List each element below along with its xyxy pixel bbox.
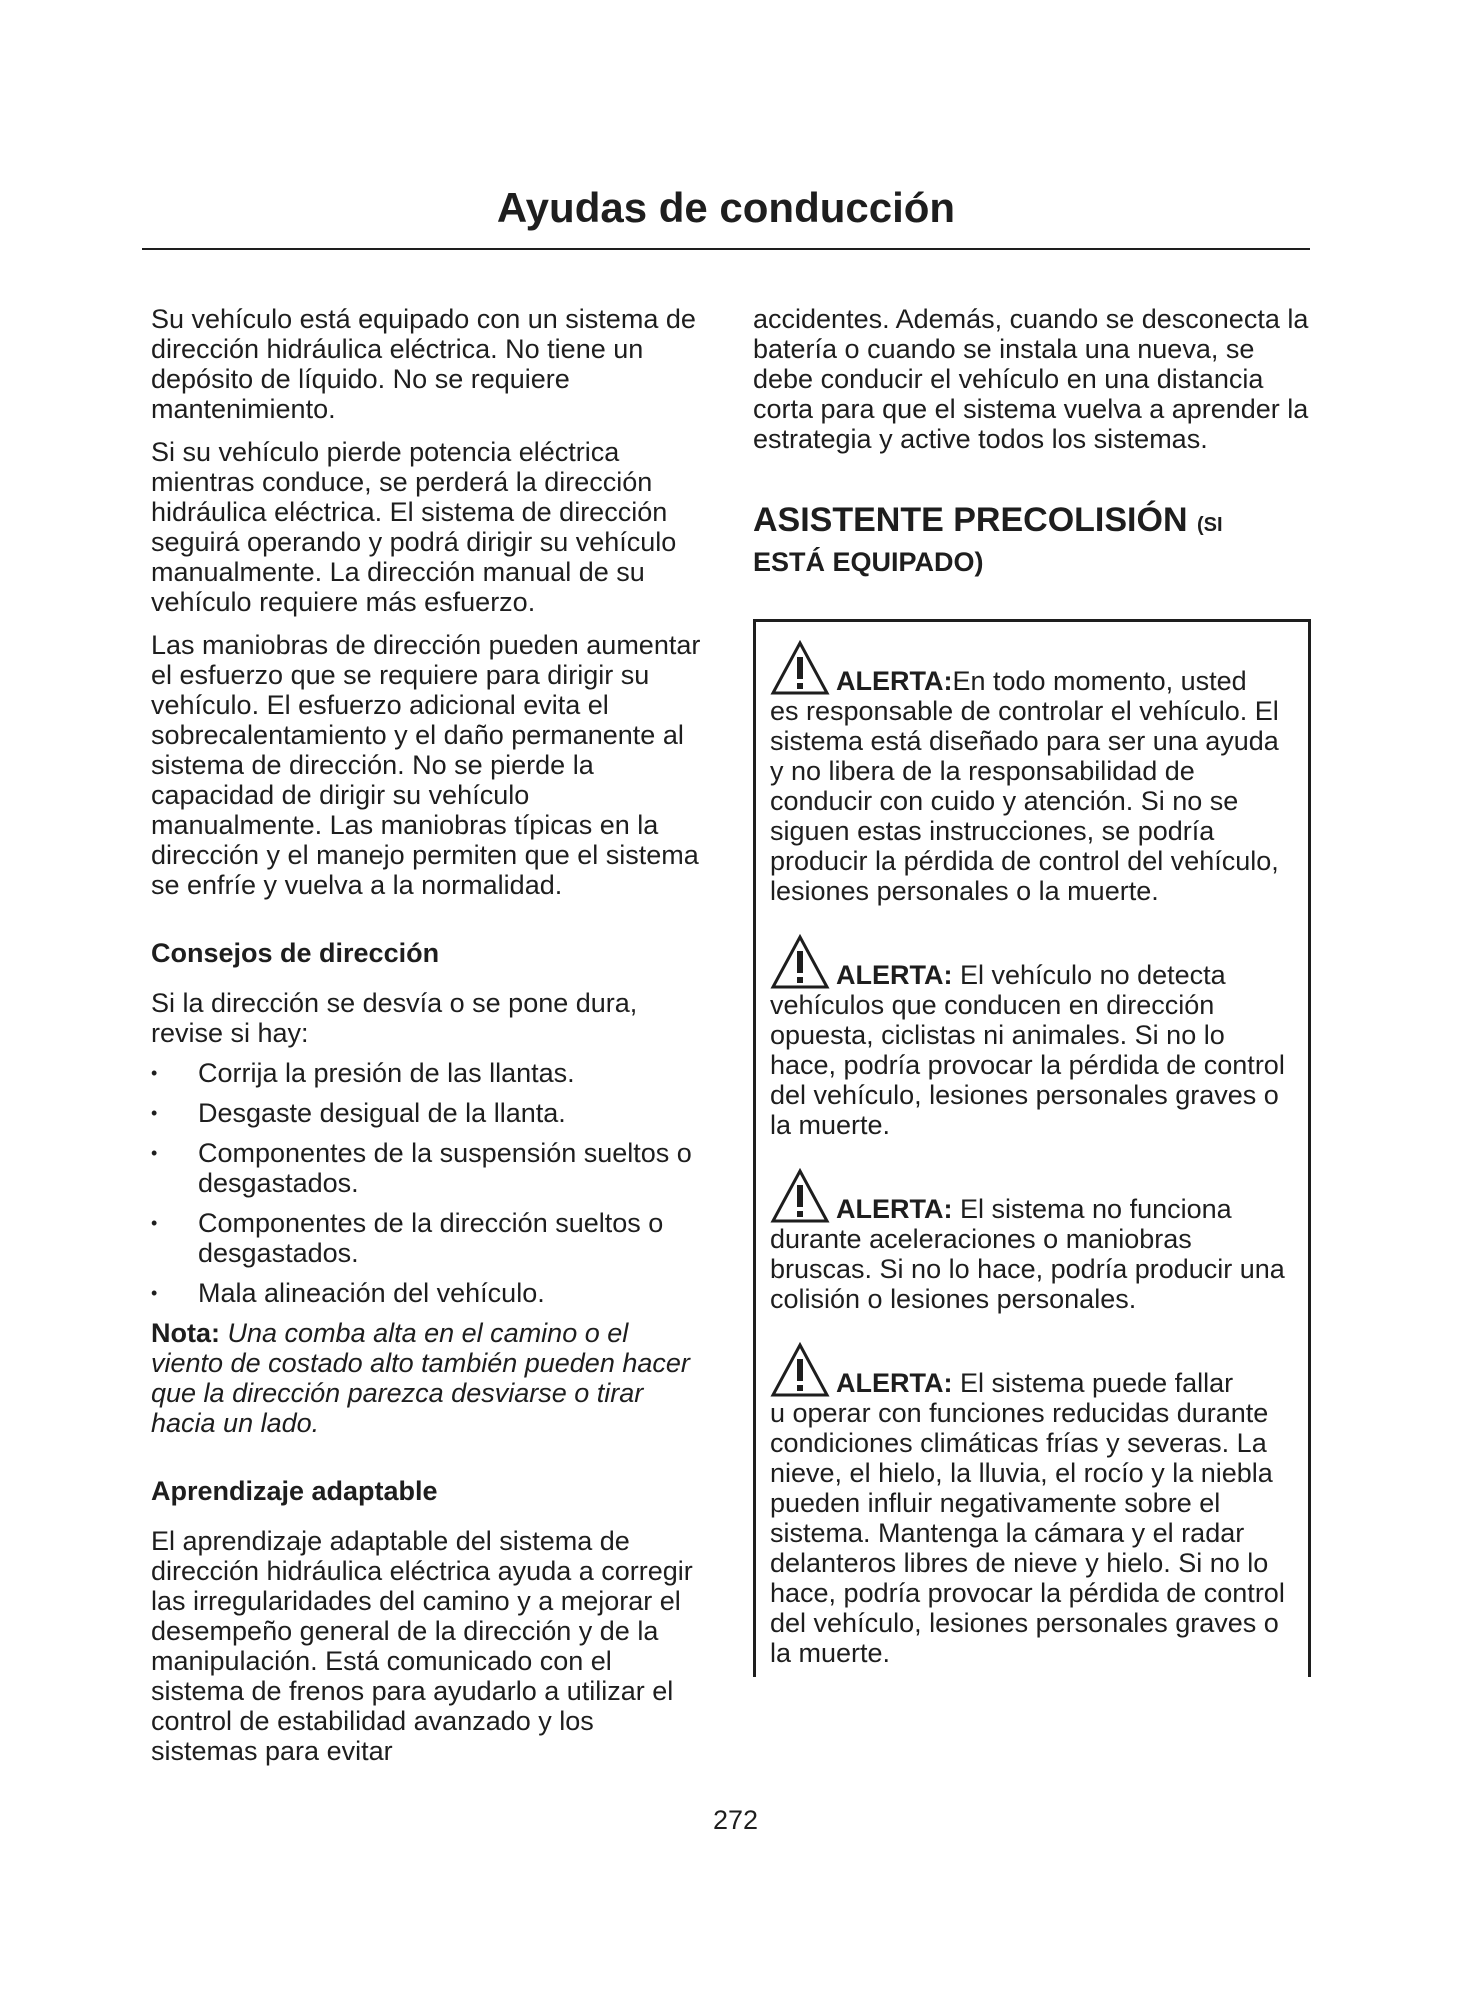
- right-column: [753, 304, 1311, 1677]
- alert-first-line: El sistema no funciona: [960, 1194, 1232, 1224]
- list-item: • Corrija la presión de las llantas.: [151, 1058, 706, 1088]
- paragraph-power-steering: Su vehículo está equipado con un sistema de dirección hidráulica eléctrica. No tiene un depósito de líquido. No se requiere mantenimiento.: [151, 304, 696, 424]
- alert-label: ALERTA:: [836, 1194, 953, 1224]
- alert-first-line: En todo momento, usted: [952, 666, 1247, 696]
- alert-label: ALERTA:: [836, 960, 953, 990]
- alert-body: u operar con funciones reducidas durante condiciones climáticas frías y severas. La nieve, el hielo, la lluvia, el rocío y la niebla pueden influir negativamente sobre el sistema. Mantenga la cámara y el radar delanteros libres de nieve y hielo. Si no lo hace, podría provocar la pérdida de control del vehículo, lesiones personales graves o la muerte.: [770, 1398, 1285, 1668]
- alert-label: ALERTA:: [836, 1368, 953, 1398]
- left-column: [151, 304, 706, 1766]
- paragraph-battery-relearn: accidentes. Además, cuando se desconecta la batería o cuando se instala una nueva, se debe conducir el vehículo en una distancia corta para que el sistema vuelva a aprender la estrategia y active todos los sistemas.: [753, 304, 1309, 454]
- paragraph-power-loss: Si su vehículo pierde potencia eléctrica mientras conduce, se perderá la dirección hidráulica eléctrica. El sistema de dirección seguirá operando y podrá dirigir su vehículo manualmente. La dirección manual de su vehículo requiere más esfuerzo.: [151, 437, 677, 617]
- steering-checklist: [151, 1058, 706, 1308]
- alert-item: [770, 634, 1298, 906]
- paragraph-maneuvers: Las maniobras de dirección pueden aumentar el esfuerzo que se requiere para dirigir su vehículo. El esfuerzo adicional evita el sobrecalentamiento y el daño permanente al sistema de dirección. No se pierde la capacidad de dirigir su vehículo manualmente. Las maniobras típicas en la dirección y el manejo permiten que el sistema se enfríe y vuelva a la normalidad.: [151, 630, 701, 900]
- alert-body: es responsable de controlar el vehículo. El sistema está diseñado para ser una ayuda y no libera de la responsabilidad de conducir con cuido y atención. Si no se siguen estas instrucciones, se podría producir la pérdida de control del vehículo, lesiones personales o la muerte.: [770, 696, 1279, 906]
- section-suffix: (SI: [1196, 514, 1223, 536]
- page-number: 272: [712, 1805, 759, 1835]
- alert-item: [770, 1336, 1298, 1668]
- heading-adaptive-learning: Aprendizaje adaptable: [151, 1476, 438, 1506]
- alert-item: [770, 1162, 1298, 1314]
- list-item: • Componentes de la suspensión sueltos o desgastados.: [151, 1138, 706, 1198]
- note: [151, 1318, 706, 1438]
- paragraph-check-list-intro: Si la dirección se desvía o se pone dura, revise si hay:: [151, 988, 638, 1048]
- warning-triangle-icon: [770, 640, 830, 696]
- alert-item: [770, 928, 1298, 1140]
- warning-triangle-icon: [770, 1342, 830, 1398]
- title-divider: [142, 248, 1310, 250]
- heading-steering-tips: Consejos de dirección: [151, 938, 440, 968]
- list-item: • Desgaste desigual de la llanta.: [151, 1098, 706, 1128]
- alert-label: ALERTA:: [836, 666, 953, 696]
- list-item: • Mala alineación del vehículo.: [151, 1278, 706, 1308]
- page-title: Ayudas de conducción: [496, 184, 956, 231]
- warning-triangle-icon: [770, 1168, 830, 1224]
- alert-first-line: El sistema puede fallar: [960, 1368, 1234, 1398]
- section-heading-precollision: [753, 498, 1311, 547]
- alert-first-line: El vehículo no detecta: [960, 960, 1226, 990]
- note-label: Nota:: [151, 1318, 220, 1348]
- paragraph-adaptive-learning: El aprendizaje adaptable del sistema de dirección hidráulica eléctrica ayuda a corregir las irregularidades del camino y a mejorar el desempeño general de la dirección y de la manipulación. Está comunicado con el sistema de frenos para ayudarlo a utilizar el control de estabilidad avanzado y los sistemas para evitar: [151, 1526, 693, 1766]
- alert-body: vehículos que conducen en dirección opuesta, ciclistas ni animales. Si no lo hace, podría provocar la pérdida de control del vehículo, lesiones personales graves o la muerte.: [770, 990, 1285, 1140]
- warning-triangle-icon: [770, 934, 830, 990]
- list-item: • Componentes de la dirección sueltos o desgastados.: [151, 1208, 706, 1268]
- alert-box: [753, 619, 1311, 1677]
- alert-body: durante aceleraciones o maniobras bruscas. Si no lo hace, podría producir una colisión o lesiones personales.: [770, 1224, 1285, 1314]
- note-text: Una comba alta en el camino o el viento de costado alto también pueden hacer que la dirección parezca desviarse o tirar hacia un lado.: [151, 1318, 690, 1438]
- section-suffix-continued: ESTÁ EQUIPADO): [753, 547, 984, 577]
- section-title: ASISTENTE PRECOLISIÓN: [753, 501, 1188, 539]
